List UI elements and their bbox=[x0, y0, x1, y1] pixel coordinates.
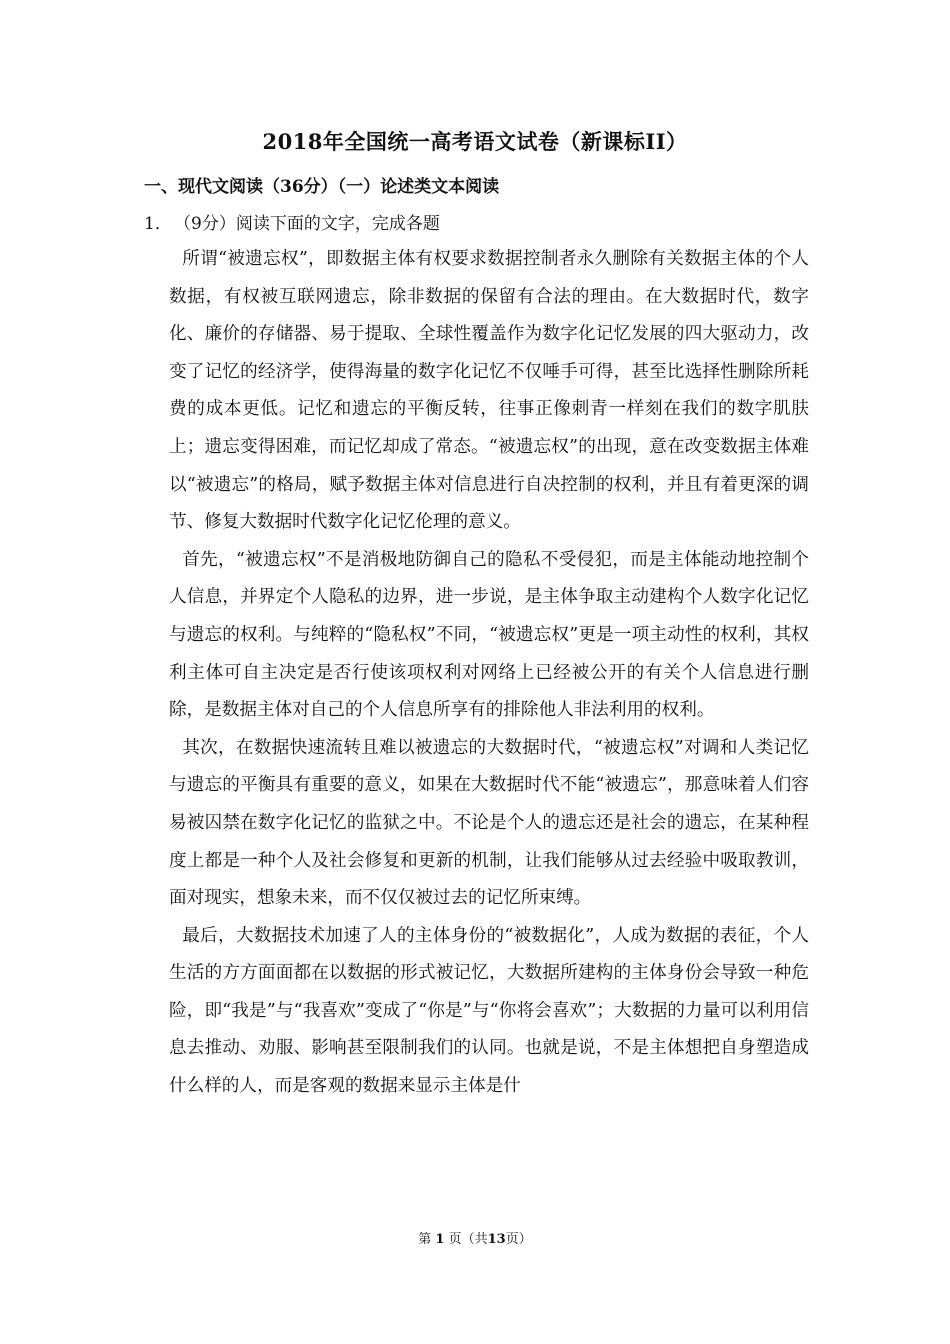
footer-middle: 页（共 bbox=[448, 1232, 488, 1247]
footer-prefix: 第 bbox=[418, 1232, 432, 1247]
document-title: 2018年全国统一高考语文试卷（新课标II） bbox=[262, 129, 688, 154]
section-heading: 一、现代文阅读（36分）（一）论述类文本阅读 bbox=[144, 177, 500, 197]
footer-suffix: 页） bbox=[505, 1232, 532, 1247]
page-footer bbox=[0, 1228, 950, 1247]
footer-page-number: 1 bbox=[435, 1232, 445, 1247]
passage-paragraph-4: 最后，大数据技术加速了人的主体身份的“被数据化”，人成为数据的表征，个人生活的方方面面都在以数据的形式被记忆，大数据所建构的主体身份会导致一种危险，即“我是”与“我喜欢”变成了“你是”与“你将会喜欢”；大数据的力量可以利用信息去推动、劝服、影响甚至限制我们的认同。也就是说，不是主体想把自身塑造成什么样的人，而是客观的数据来显示主体是什 bbox=[169, 925, 809, 1097]
footer-total-pages: 13 bbox=[487, 1232, 506, 1247]
question-line bbox=[144, 209, 440, 234]
passage-paragraph-1: 所谓“被遗忘权”，即数据主体有权要求数据控制者永久删除有关数据主体的个人数据，有权被互联网遗忘，除非数据的保留有合法的理由。在大数据时代，数字化、廉价的存储器、易于提取、全球性覆盖作为数字化记忆发展的四大驱动力，改变了记忆的经济学，使得海量的数字化记忆不仅唾手可得，甚至比选择性删除所耗费的成本更低。记忆和遗忘的平衡反转，往事正像刺青一样刻在我们的数字肌肤上；遗忘变得困难，而记忆却成了常态。“被遗忘权”的出现，意在改变数据主体难以“被遗忘”的格局，赋予数据主体对信息进行自决控制的权利，并且有着更深的调节、修复大数据时代数字化记忆伦理的意义。 bbox=[169, 249, 809, 533]
passage-paragraph-2: 首先，“被遗忘权”不是消极地防御自己的隐私不受侵犯，而是主体能动地控制个人信息，并界定个人隐私的边界，进一步说，是主体争取主动建构个人数字化记忆与遗忘的权利。与纯粹的“隐私权”不同，“被遗忘权”更是一项主动性的权利，其权利主体可自主决定是否行使该项权利对网络上已经被公开的有关个人信息进行删除，是数据主体对自己的个人信息所享有的排除他人非法利用的权利。 bbox=[169, 549, 809, 721]
passage-paragraph-3: 其次，在数据快速流转且难以被遗忘的大数据时代，“被遗忘权”对调和人类记忆与遗忘的平衡具有重要的意义，如果在大数据时代不能“被遗忘”，那意味着人们容易被囚禁在数字化记忆的监狱之中。不论是个人的遗忘还是社会的遗忘，在某种程度上都是一种个人及社会修复和更新的机制，让我们能够从过去经验中吸取教训，面对现实，想象未来，而不仅仅被过去的记忆所束缚。 bbox=[169, 737, 809, 909]
question-number: 1． bbox=[144, 214, 172, 234]
question-prompt: （9分）阅读下面的文字，完成各题 bbox=[174, 214, 440, 234]
reading-passage bbox=[169, 241, 809, 1106]
